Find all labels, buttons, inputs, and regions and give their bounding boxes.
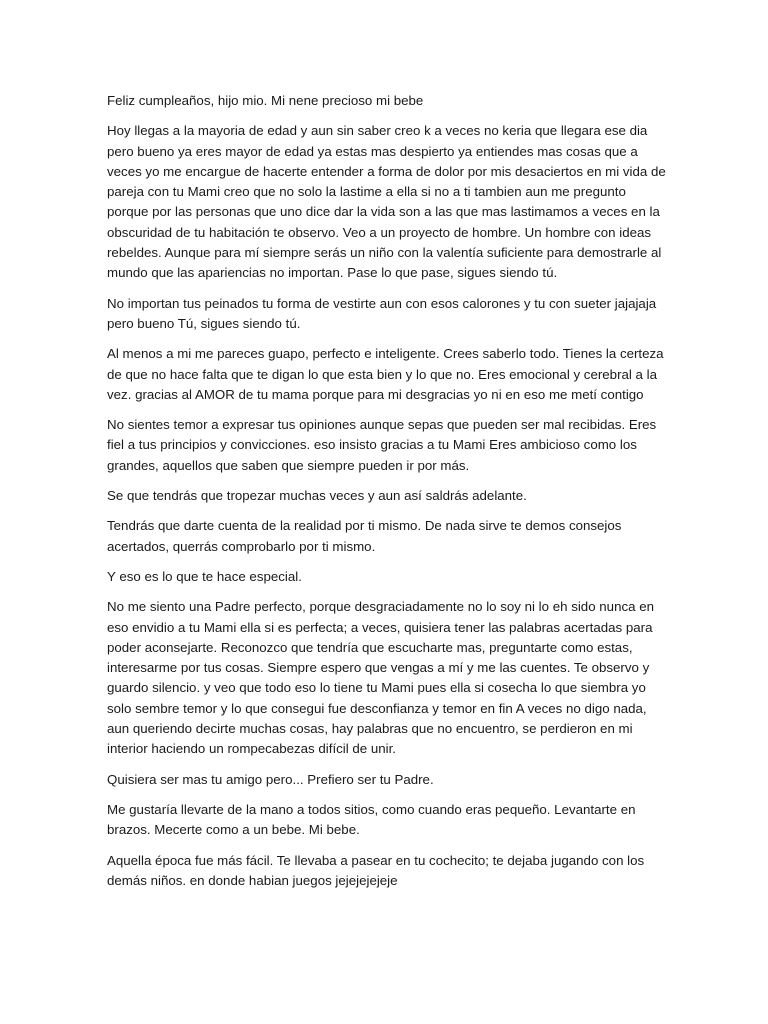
paragraph-peinados: No importan tus peinados tu forma de vestirte aun con esos calorones y tu con sueter jajajaja pero bueno Tú, sigues siendo tú. [107,295,657,331]
paragraph-guapo: Al menos a mi me pareces guapo, perfecto e inteligente. Crees saberlo todo. Tienes la certeza de que no hace falta que te digan lo que esta bien y lo que no. Eres emocional y cerebral a la vez. gracias al AMOR de tu mama porque para mi desgracias yo ni en eso me metí contigo [107,346,664,402]
paragraph-mayoria-de-edad: Hoy llegas a la mayoria de edad y aun sin saber creo k a veces no keria que llegara ese dia pero bueno ya eres mayor de edad ya estas mas despierto ya entiendes mas cosas que a veces yo me encargue de hacerte entender a forma de dolor por mis desaciertos en mi vida de pareja con tu Mami creo que no solo la lastime a ella si no a ti tambien aun me pregunto porque por las personas que uno dice dar la vida son a las que mas lastimamos a veces en la obscuridad de tu habitación te observo. Veo a un proyecto de hombre. Un hombre con ideas rebeldes. Aunque para mí siempre serás un niño con la valentía suficiente para demostrarle al mundo que las apariencias no importan. Pase lo que pase, sigues siendo tú. [107,123,666,281]
paragraph-greeting: Feliz cumpleaños, hijo mio. Mi nene precioso mi bebe [107,93,424,108]
paragraph-aquella-epoca: Aquella época fue más fácil. Te llevaba a pasear en tu cochecito; te dejaba jugando con los demás niños. en donde habian juegos jejejejejeje [107,852,645,888]
paragraph-opiniones: No sientes temor a expresar tus opiniones aunque sepas que pueden ser mal recibidas. Eres fiel a tus principios y convicciones. eso insisto gracias a tu Mami Eres ambicioso como los grandes, aquellos que saben que siempre pueden ir por más. [107,417,657,473]
paragraph-de-la-mano: Me gustaría llevarte de la mano a todos sitios, como cuando eras pequeño. Levantarte en brazos. Mecerte como a un bebe. Mi bebe. [107,801,636,838]
paragraph-padre-perfecto: No me siento una Padre perfecto, porque desgraciadamente no lo soy ni lo eh sido nunca en eso envidio a tu Mami ella si es perfecta; a veces, quisiera tener las palabras acertadas para poder aconsejarte. Reconozco que tendría que escucharte mas, preguntarte como estas, interesarme por tus cosas. Siempre espero que vengas a mí y me las cuentes. Te observo y guardo silencio. y veo que todo eso lo tiene tu Mami pues ella si cosecha lo que siembra yo solo sembre temor y lo que consegui fue desconfianza y temor en fin A veces no digo nada, aun queriendo decirte muchas cosas, hay palabras que no encuentro, se perdieron en mi interior haciendo un rompecabezas difícil de unir. [107,599,655,757]
paragraph-especial: Y eso es lo que te hace especial. [107,568,302,584]
paragraph-tropezar: Se que tendrás que tropezar muchas veces y aun así saldrás adelante. [107,488,527,504]
paragraph-amigo: Quisiera ser mas tu amigo pero... Prefiero ser tu Padre. [107,771,434,787]
paragraph-realidad: Tendrás que darte cuenta de la realidad por ti mismo. De nada sirve te demos consejos acertados, querrás comprobarlo por ti mismo. [107,518,622,554]
